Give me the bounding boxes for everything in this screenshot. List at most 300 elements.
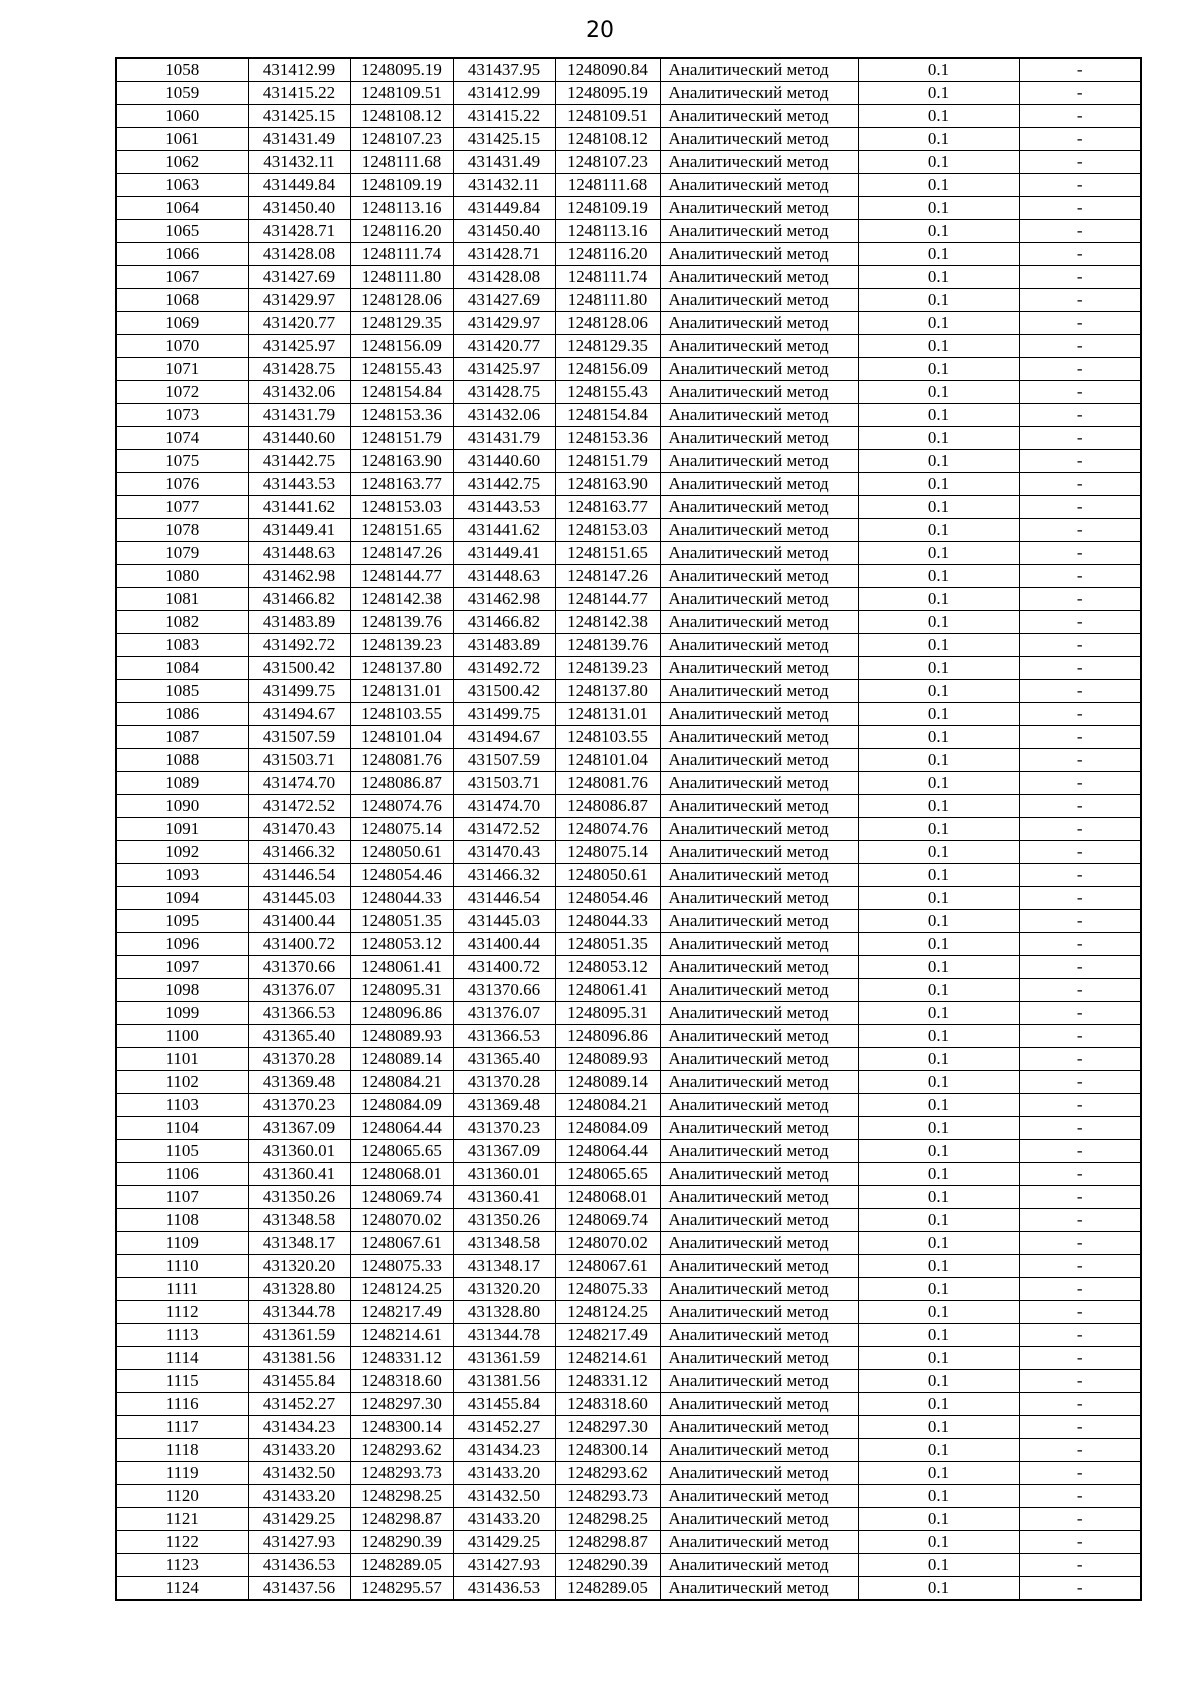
table-row [116, 473, 1141, 496]
table-row [116, 933, 1141, 956]
point-number-cell: 1085 [116, 680, 248, 703]
prev-y-coordinate-cell: 1248293.73 [555, 1485, 660, 1508]
method-cell: Аналитический метод [660, 611, 858, 634]
accuracy-cell: 0.1 [858, 1347, 1019, 1370]
accuracy-cell: 0.1 [858, 956, 1019, 979]
accuracy-cell: 0.1 [858, 1094, 1019, 1117]
table-row [116, 1094, 1141, 1117]
y-coordinate-cell: 1248096.86 [350, 1002, 453, 1025]
prev-x-coordinate-cell: 431344.78 [453, 1324, 555, 1347]
point-number-cell: 1066 [116, 243, 248, 266]
accuracy-cell: 0.1 [858, 58, 1019, 82]
note-cell: - [1019, 1370, 1141, 1393]
table-row [116, 1439, 1141, 1462]
y-coordinate-cell: 1248067.61 [350, 1232, 453, 1255]
note-cell: - [1019, 772, 1141, 795]
note-cell: - [1019, 358, 1141, 381]
method-cell: Аналитический метод [660, 1094, 858, 1117]
table-row [116, 864, 1141, 887]
table-row [116, 772, 1141, 795]
accuracy-cell: 0.1 [858, 1140, 1019, 1163]
note-cell: - [1019, 496, 1141, 519]
table-row [116, 1485, 1141, 1508]
method-cell: Аналитический метод [660, 864, 858, 887]
point-number-cell: 1111 [116, 1278, 248, 1301]
y-coordinate-cell: 1248107.23 [350, 128, 453, 151]
x-coordinate-cell: 431365.40 [248, 1025, 350, 1048]
point-number-cell: 1103 [116, 1094, 248, 1117]
prev-y-coordinate-cell: 1248096.86 [555, 1025, 660, 1048]
point-number-cell: 1110 [116, 1255, 248, 1278]
accuracy-cell: 0.1 [858, 1186, 1019, 1209]
note-cell: - [1019, 1071, 1141, 1094]
prev-x-coordinate-cell: 431449.84 [453, 197, 555, 220]
y-coordinate-cell: 1248290.39 [350, 1531, 453, 1554]
prev-x-coordinate-cell: 431470.43 [453, 841, 555, 864]
table-row [116, 1140, 1141, 1163]
accuracy-cell: 0.1 [858, 611, 1019, 634]
method-cell: Аналитический метод [660, 128, 858, 151]
note-cell: - [1019, 657, 1141, 680]
accuracy-cell: 0.1 [858, 266, 1019, 289]
method-cell: Аналитический метод [660, 772, 858, 795]
prev-y-coordinate-cell: 1248144.77 [555, 588, 660, 611]
table-row [116, 1301, 1141, 1324]
note-cell: - [1019, 1324, 1141, 1347]
method-cell: Аналитический метод [660, 473, 858, 496]
prev-x-coordinate-cell: 431443.53 [453, 496, 555, 519]
x-coordinate-cell: 431369.48 [248, 1071, 350, 1094]
prev-x-coordinate-cell: 431361.59 [453, 1347, 555, 1370]
accuracy-cell: 0.1 [858, 473, 1019, 496]
prev-y-coordinate-cell: 1248139.76 [555, 634, 660, 657]
note-cell: - [1019, 1209, 1141, 1232]
accuracy-cell: 0.1 [858, 703, 1019, 726]
method-cell: Аналитический метод [660, 588, 858, 611]
point-number-cell: 1077 [116, 496, 248, 519]
prev-x-coordinate-cell: 431428.71 [453, 243, 555, 266]
accuracy-cell: 0.1 [858, 1117, 1019, 1140]
prev-y-coordinate-cell: 1248075.33 [555, 1278, 660, 1301]
prev-x-coordinate-cell: 431432.11 [453, 174, 555, 197]
prev-x-coordinate-cell: 431442.75 [453, 473, 555, 496]
accuracy-cell: 0.1 [858, 358, 1019, 381]
page-number: 20 [586, 18, 614, 43]
accuracy-cell: 0.1 [858, 933, 1019, 956]
method-cell: Аналитический метод [660, 105, 858, 128]
prev-x-coordinate-cell: 431434.23 [453, 1439, 555, 1462]
x-coordinate-cell: 431437.56 [248, 1577, 350, 1601]
x-coordinate-cell: 431466.32 [248, 841, 350, 864]
method-cell: Аналитический метод [660, 243, 858, 266]
method-cell: Аналитический метод [660, 1324, 858, 1347]
note-cell: - [1019, 979, 1141, 1002]
table-row [116, 82, 1141, 105]
point-number-cell: 1094 [116, 887, 248, 910]
accuracy-cell: 0.1 [858, 979, 1019, 1002]
note-cell: - [1019, 933, 1141, 956]
prev-y-coordinate-cell: 1248103.55 [555, 726, 660, 749]
method-cell: Аналитический метод [660, 542, 858, 565]
y-coordinate-cell: 1248101.04 [350, 726, 453, 749]
prev-x-coordinate-cell: 431437.95 [453, 58, 555, 82]
x-coordinate-cell: 431361.59 [248, 1324, 350, 1347]
point-number-cell: 1105 [116, 1140, 248, 1163]
x-coordinate-cell: 431434.23 [248, 1416, 350, 1439]
x-coordinate-cell: 431462.98 [248, 565, 350, 588]
method-cell: Аналитический метод [660, 197, 858, 220]
table-row [116, 1186, 1141, 1209]
method-cell: Аналитический метод [660, 151, 858, 174]
point-number-cell: 1093 [116, 864, 248, 887]
prev-y-coordinate-cell: 1248064.44 [555, 1140, 660, 1163]
method-cell: Аналитический метод [660, 1485, 858, 1508]
method-cell: Аналитический метод [660, 289, 858, 312]
note-cell: - [1019, 703, 1141, 726]
y-coordinate-cell: 1248128.06 [350, 289, 453, 312]
note-cell: - [1019, 1025, 1141, 1048]
method-cell: Аналитический метод [660, 657, 858, 680]
note-cell: - [1019, 588, 1141, 611]
accuracy-cell: 0.1 [858, 1485, 1019, 1508]
x-coordinate-cell: 431442.75 [248, 450, 350, 473]
note-cell: - [1019, 1094, 1141, 1117]
x-coordinate-cell: 431400.44 [248, 910, 350, 933]
prev-x-coordinate-cell: 431350.26 [453, 1209, 555, 1232]
x-coordinate-cell: 431470.43 [248, 818, 350, 841]
y-coordinate-cell: 1248103.55 [350, 703, 453, 726]
prev-x-coordinate-cell: 431365.40 [453, 1048, 555, 1071]
x-coordinate-cell: 431432.06 [248, 381, 350, 404]
y-coordinate-cell: 1248084.21 [350, 1071, 453, 1094]
point-number-cell: 1112 [116, 1301, 248, 1324]
note-cell: - [1019, 58, 1141, 82]
method-cell: Аналитический метод [660, 1462, 858, 1485]
point-number-cell: 1097 [116, 956, 248, 979]
x-coordinate-cell: 431432.50 [248, 1462, 350, 1485]
x-coordinate-cell: 431427.93 [248, 1531, 350, 1554]
prev-y-coordinate-cell: 1248054.46 [555, 887, 660, 910]
y-coordinate-cell: 1248111.74 [350, 243, 453, 266]
y-coordinate-cell: 1248053.12 [350, 933, 453, 956]
prev-x-coordinate-cell: 431428.75 [453, 381, 555, 404]
method-cell: Аналитический метод [660, 726, 858, 749]
prev-x-coordinate-cell: 431449.41 [453, 542, 555, 565]
point-number-cell: 1070 [116, 335, 248, 358]
prev-x-coordinate-cell: 431400.72 [453, 956, 555, 979]
x-coordinate-cell: 431466.82 [248, 588, 350, 611]
method-cell: Аналитический метод [660, 1439, 858, 1462]
prev-y-coordinate-cell: 1248300.14 [555, 1439, 660, 1462]
table-row [116, 381, 1141, 404]
y-coordinate-cell: 1248153.36 [350, 404, 453, 427]
x-coordinate-cell: 431445.03 [248, 887, 350, 910]
table-row [116, 749, 1141, 772]
prev-y-coordinate-cell: 1248124.25 [555, 1301, 660, 1324]
point-number-cell: 1086 [116, 703, 248, 726]
note-cell: - [1019, 634, 1141, 657]
table-row [116, 611, 1141, 634]
method-cell: Аналитический метод [660, 1416, 858, 1439]
x-coordinate-cell: 431433.20 [248, 1485, 350, 1508]
point-number-cell: 1118 [116, 1439, 248, 1462]
prev-x-coordinate-cell: 431452.27 [453, 1416, 555, 1439]
method-cell: Аналитический метод [660, 1186, 858, 1209]
prev-y-coordinate-cell: 1248298.25 [555, 1508, 660, 1531]
y-coordinate-cell: 1248214.61 [350, 1324, 453, 1347]
prev-y-coordinate-cell: 1248086.87 [555, 795, 660, 818]
point-number-cell: 1067 [116, 266, 248, 289]
x-coordinate-cell: 431452.27 [248, 1393, 350, 1416]
x-coordinate-cell: 431483.89 [248, 611, 350, 634]
point-number-cell: 1072 [116, 381, 248, 404]
prev-y-coordinate-cell: 1248081.76 [555, 772, 660, 795]
accuracy-cell: 0.1 [858, 1025, 1019, 1048]
prev-y-coordinate-cell: 1248156.09 [555, 358, 660, 381]
prev-x-coordinate-cell: 431429.25 [453, 1531, 555, 1554]
table-row [116, 335, 1141, 358]
note-cell: - [1019, 151, 1141, 174]
note-cell: - [1019, 82, 1141, 105]
x-coordinate-cell: 431503.71 [248, 749, 350, 772]
y-coordinate-cell: 1248095.19 [350, 58, 453, 82]
prev-x-coordinate-cell: 431450.40 [453, 220, 555, 243]
y-coordinate-cell: 1248293.73 [350, 1462, 453, 1485]
note-cell: - [1019, 795, 1141, 818]
prev-y-coordinate-cell: 1248109.51 [555, 105, 660, 128]
note-cell: - [1019, 565, 1141, 588]
method-cell: Аналитический метод [660, 174, 858, 197]
note-cell: - [1019, 1163, 1141, 1186]
prev-y-coordinate-cell: 1248290.39 [555, 1554, 660, 1577]
prev-x-coordinate-cell: 431455.84 [453, 1393, 555, 1416]
table-row [116, 58, 1141, 82]
table-row [116, 1416, 1141, 1439]
prev-y-coordinate-cell: 1248090.84 [555, 58, 660, 82]
y-coordinate-cell: 1248298.87 [350, 1508, 453, 1531]
y-coordinate-cell: 1248163.90 [350, 450, 453, 473]
prev-x-coordinate-cell: 431369.48 [453, 1094, 555, 1117]
table-row [116, 910, 1141, 933]
accuracy-cell: 0.1 [858, 1048, 1019, 1071]
y-coordinate-cell: 1248144.77 [350, 565, 453, 588]
table-row [116, 680, 1141, 703]
y-coordinate-cell: 1248297.30 [350, 1393, 453, 1416]
method-cell: Аналитический метод [660, 634, 858, 657]
x-coordinate-cell: 431431.49 [248, 128, 350, 151]
x-coordinate-cell: 431429.97 [248, 289, 350, 312]
method-cell: Аналитический метод [660, 1347, 858, 1370]
y-coordinate-cell: 1248108.12 [350, 105, 453, 128]
method-cell: Аналитический метод [660, 1370, 858, 1393]
accuracy-cell: 0.1 [858, 1531, 1019, 1554]
table-row [116, 1508, 1141, 1531]
y-coordinate-cell: 1248075.14 [350, 818, 453, 841]
point-number-cell: 1073 [116, 404, 248, 427]
prev-x-coordinate-cell: 431367.09 [453, 1140, 555, 1163]
y-coordinate-cell: 1248116.20 [350, 220, 453, 243]
x-coordinate-cell: 431381.56 [248, 1347, 350, 1370]
x-coordinate-cell: 431370.28 [248, 1048, 350, 1071]
table-row [116, 1278, 1141, 1301]
method-cell: Аналитический метод [660, 427, 858, 450]
point-number-cell: 1079 [116, 542, 248, 565]
point-number-cell: 1100 [116, 1025, 248, 1048]
accuracy-cell: 0.1 [858, 243, 1019, 266]
accuracy-cell: 0.1 [858, 1393, 1019, 1416]
y-coordinate-cell: 1248051.35 [350, 910, 453, 933]
table-row [116, 151, 1141, 174]
table-row [116, 220, 1141, 243]
accuracy-cell: 0.1 [858, 1439, 1019, 1462]
point-number-cell: 1096 [116, 933, 248, 956]
prev-x-coordinate-cell: 431499.75 [453, 703, 555, 726]
table-row [116, 542, 1141, 565]
x-coordinate-cell: 431420.77 [248, 312, 350, 335]
y-coordinate-cell: 1248142.38 [350, 588, 453, 611]
prev-y-coordinate-cell: 1248084.21 [555, 1094, 660, 1117]
method-cell: Аналитический метод [660, 1163, 858, 1186]
note-cell: - [1019, 1232, 1141, 1255]
accuracy-cell: 0.1 [858, 1324, 1019, 1347]
prev-x-coordinate-cell: 431427.69 [453, 289, 555, 312]
table-row [116, 1255, 1141, 1278]
y-coordinate-cell: 1248156.09 [350, 335, 453, 358]
accuracy-cell: 0.1 [858, 105, 1019, 128]
x-coordinate-cell: 431443.53 [248, 473, 350, 496]
prev-y-coordinate-cell: 1248095.31 [555, 1002, 660, 1025]
method-cell: Аналитический метод [660, 58, 858, 82]
accuracy-cell: 0.1 [858, 381, 1019, 404]
accuracy-cell: 0.1 [858, 726, 1019, 749]
method-cell: Аналитический метод [660, 1508, 858, 1531]
y-coordinate-cell: 1248131.01 [350, 680, 453, 703]
prev-x-coordinate-cell: 431425.15 [453, 128, 555, 151]
prev-y-coordinate-cell: 1248318.60 [555, 1393, 660, 1416]
y-coordinate-cell: 1248089.14 [350, 1048, 453, 1071]
y-coordinate-cell: 1248075.33 [350, 1255, 453, 1278]
y-coordinate-cell: 1248318.60 [350, 1370, 453, 1393]
prev-x-coordinate-cell: 431500.42 [453, 680, 555, 703]
table-row [116, 358, 1141, 381]
prev-y-coordinate-cell: 1248044.33 [555, 910, 660, 933]
table-row [116, 726, 1141, 749]
point-number-cell: 1114 [116, 1347, 248, 1370]
table-row [116, 128, 1141, 151]
note-cell: - [1019, 1186, 1141, 1209]
accuracy-cell: 0.1 [858, 1071, 1019, 1094]
table-row [116, 1554, 1141, 1577]
prev-y-coordinate-cell: 1248217.49 [555, 1324, 660, 1347]
accuracy-cell: 0.1 [858, 519, 1019, 542]
note-cell: - [1019, 1439, 1141, 1462]
prev-x-coordinate-cell: 431445.03 [453, 910, 555, 933]
method-cell: Аналитический метод [660, 1393, 858, 1416]
prev-x-coordinate-cell: 431348.58 [453, 1232, 555, 1255]
y-coordinate-cell: 1248089.93 [350, 1025, 453, 1048]
method-cell: Аналитический метод [660, 1554, 858, 1577]
accuracy-cell: 0.1 [858, 657, 1019, 680]
table-row [116, 565, 1141, 588]
method-cell: Аналитический метод [660, 1002, 858, 1025]
point-number-cell: 1117 [116, 1416, 248, 1439]
table-row [116, 105, 1141, 128]
method-cell: Аналитический метод [660, 1577, 858, 1601]
accuracy-cell: 0.1 [858, 450, 1019, 473]
prev-y-coordinate-cell: 1248147.26 [555, 565, 660, 588]
table-row [116, 1370, 1141, 1393]
accuracy-cell: 0.1 [858, 910, 1019, 933]
prev-x-coordinate-cell: 431412.99 [453, 82, 555, 105]
note-cell: - [1019, 1462, 1141, 1485]
prev-y-coordinate-cell: 1248163.77 [555, 496, 660, 519]
y-coordinate-cell: 1248151.65 [350, 519, 453, 542]
accuracy-cell: 0.1 [858, 1508, 1019, 1531]
prev-x-coordinate-cell: 431370.23 [453, 1117, 555, 1140]
x-coordinate-cell: 431441.62 [248, 496, 350, 519]
y-coordinate-cell: 1248109.51 [350, 82, 453, 105]
y-coordinate-cell: 1248111.68 [350, 151, 453, 174]
point-number-cell: 1090 [116, 795, 248, 818]
note-cell: - [1019, 1117, 1141, 1140]
accuracy-cell: 0.1 [858, 772, 1019, 795]
prev-x-coordinate-cell: 431462.98 [453, 588, 555, 611]
note-cell: - [1019, 887, 1141, 910]
table-row [116, 588, 1141, 611]
prev-x-coordinate-cell: 431433.20 [453, 1462, 555, 1485]
accuracy-cell: 0.1 [858, 1163, 1019, 1186]
method-cell: Аналитический метод [660, 335, 858, 358]
prev-x-coordinate-cell: 431376.07 [453, 1002, 555, 1025]
point-number-cell: 1065 [116, 220, 248, 243]
note-cell: - [1019, 1301, 1141, 1324]
point-number-cell: 1106 [116, 1163, 248, 1186]
prev-y-coordinate-cell: 1248074.76 [555, 818, 660, 841]
y-coordinate-cell: 1248129.35 [350, 312, 453, 335]
accuracy-cell: 0.1 [858, 496, 1019, 519]
prev-y-coordinate-cell: 1248131.01 [555, 703, 660, 726]
table-row [116, 266, 1141, 289]
y-coordinate-cell: 1248044.33 [350, 887, 453, 910]
point-number-cell: 1062 [116, 151, 248, 174]
x-coordinate-cell: 431425.15 [248, 105, 350, 128]
method-cell: Аналитический метод [660, 1117, 858, 1140]
accuracy-cell: 0.1 [858, 151, 1019, 174]
prev-x-coordinate-cell: 431428.08 [453, 266, 555, 289]
x-coordinate-cell: 431507.59 [248, 726, 350, 749]
method-cell: Аналитический метод [660, 266, 858, 289]
accuracy-cell: 0.1 [858, 1462, 1019, 1485]
method-cell: Аналитический метод [660, 450, 858, 473]
method-cell: Аналитический метод [660, 841, 858, 864]
accuracy-cell: 0.1 [858, 197, 1019, 220]
point-number-cell: 1122 [116, 1531, 248, 1554]
method-cell: Аналитический метод [660, 795, 858, 818]
prev-y-coordinate-cell: 1248139.23 [555, 657, 660, 680]
method-cell: Аналитический метод [660, 519, 858, 542]
accuracy-cell: 0.1 [858, 1370, 1019, 1393]
accuracy-cell: 0.1 [858, 404, 1019, 427]
point-number-cell: 1124 [116, 1577, 248, 1601]
y-coordinate-cell: 1248155.43 [350, 358, 453, 381]
x-coordinate-cell: 431432.11 [248, 151, 350, 174]
note-cell: - [1019, 450, 1141, 473]
point-number-cell: 1087 [116, 726, 248, 749]
method-cell: Аналитический метод [660, 312, 858, 335]
prev-x-coordinate-cell: 431494.67 [453, 726, 555, 749]
method-cell: Аналитический метод [660, 818, 858, 841]
x-coordinate-cell: 431427.69 [248, 266, 350, 289]
